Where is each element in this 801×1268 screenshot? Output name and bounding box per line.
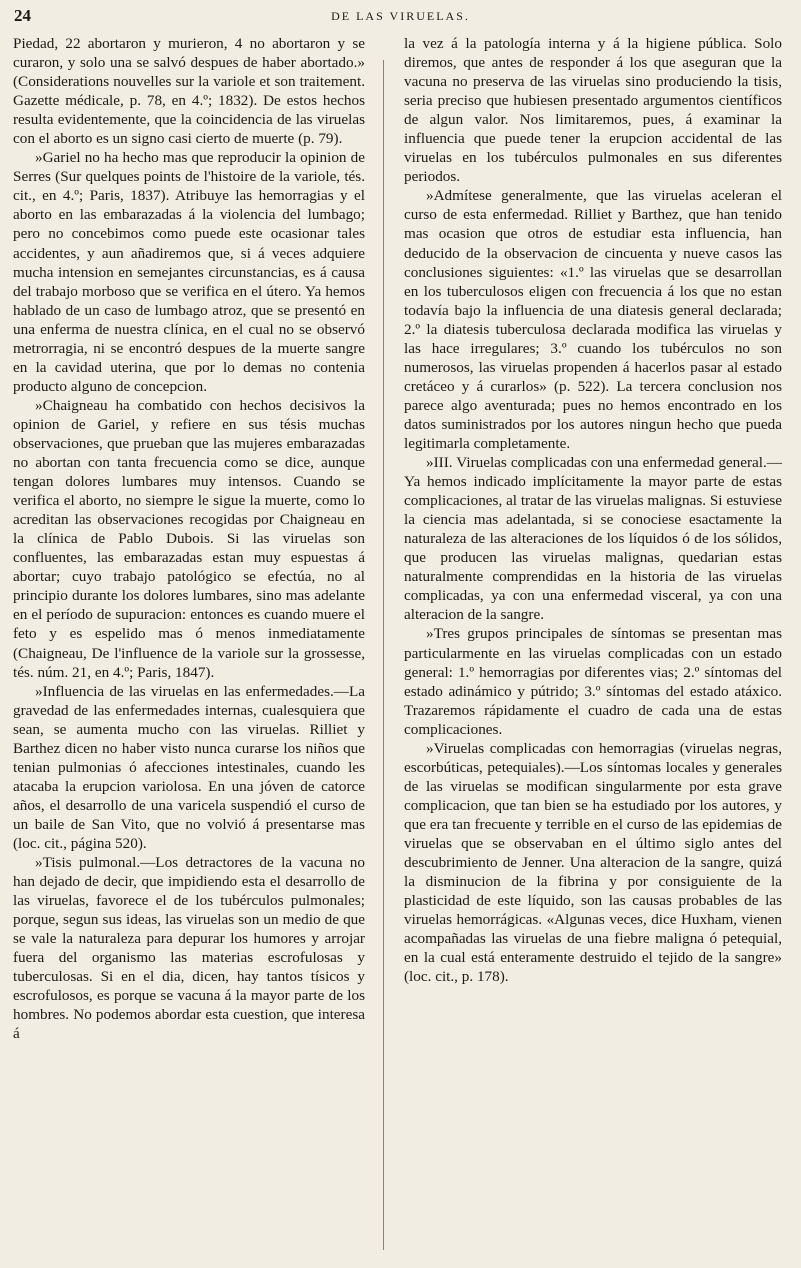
page-header bbox=[14, 6, 787, 30]
paragraph: »Tisis pulmonal.—Los detractores de la vacuna no han dejado de decir, que impidiendo esta el desarrollo de las viruelas, favorece el de los tubérculos pulmonales; porque, segun sus ideas, las viruelas son un medio de que se vale la naturaleza para depurar los humores y arrojar fuera del organismo las materias escrofulosas y tuberculosas. Si en el dia, dicen, hay tantos tísicos y escrofulosos, es porque se vacuna á la mayor parte de los hombres. No podemos abordar esta cuestion, que interesa á bbox=[13, 854, 365, 1043]
paragraph: »Gariel no ha hecho mas que reproducir la opinion de Serres (Sur quelques points de l'histoire de la variole, tés. cit., en 4.º; Paris, 1837). Atribuye las hemorragias y el aborto en las embarazadas á la violencia del lumbago; pero no concebimos como puede este ocasionar tales accidentes, y aun añadiremos que, si á veces adquiere mucha intension en semejantes circunstancias, es á causa del trabajo morboso que se verifica en el útero. Ya hemos hablado de un caso de lumbago atroz, que se presentó en una enferma de nuestra clínica, en el cual no se observó metrorragia, ni se encontró despues de la muerte sangre en la cavidad uterina, que por lo demas no contenia producto alguno de concepcion. bbox=[13, 149, 365, 395]
paragraph: »Viruelas complicadas con hemorragias (viruelas negras, escorbúticas, petequiales).—Los síntomas locales y generales de las viruelas se modifican singularmente por esta grave complicacion, que tan bien se ha estudiado por los autores, y que era tan frecuente y terrible en el curso de las epidemias de viruelas que se observaban en el último siglo antes del descubrimiento de Jenner. Una alteracion de la sangre, quizá la disminucion de la fibrina y por consiguiente de la plasticidad de este líquido, son las causas probables de las viruelas hemorrágicas. «Algunas veces, dice Huxham, vienen acompañadas las viruelas de una fiebre maligna ó petequial, en la cual está enteramente destruido el tejido de la sangre» (loc. cit., p. 178). bbox=[404, 739, 782, 986]
paragraph: »Admítese generalmente, que las viruelas aceleran el curso de esta enfermedad. Rilliet y Barthez, que han tenido mas ocasion que otros de estudiar esta influencia, han deducido de la observacion de cincuenta y nueve casos las conclusiones siguientes: «1.º las viruelas que se desarrollan en los tuberculosos eligen con frecuencia á los que no estan todavía bajo la influencia de una diatesis general declarada; 2.º la diatesis tuberculosa declarada modifica las viruelas y las hace irregulares; 3.º cuando los tubérculos no son numerosos, las viruelas propenden á hacerlos pasar al estado cretáceo y á curarlos» (p. 522). La tercera conclusion nos parece algo aventurada; pues no hemos encontrado en los datos suministrados por los autores ningun hecho que pueda legitimarla completamente. bbox=[404, 187, 782, 452]
paragraph: »Tres grupos principales de síntomas se presentan mas particularmente en las viruelas complicadas con un estado general: 1.º hemorragias por diferentes vias; 2.º síntomas del estado adinámico y pútrido; 3.º síntomas del estado atáxico. Trazaremos rápidamente el cuadro de cada una de estas complicaciones. bbox=[404, 625, 782, 738]
paragraph: la vez á la patología interna y á la higiene pública. Solo diremos, que antes de responder á los que aseguran que la vacuna no preserva de las viruelas sino produciendo la tisis, seria preciso que hubiesen presentado argumentos científicos de algun valor. Nos limitaremos, pues, á examinar la influencia que puede tener la erupcion accidental de las viruelas en los tubérculos pulmonales en sus diferentes periodos. bbox=[404, 35, 782, 186]
page-number: 24 bbox=[14, 6, 31, 25]
left-column bbox=[13, 34, 365, 1043]
right-column bbox=[404, 34, 782, 986]
paragraph: »Chaigneau ha combatido con hechos decisivos la opinion de Gariel, y refiere en sus tésis muchas observaciones, que prueban que las mujeres embarazadas no abortan con tanta frecuencia como se dice, aunque tengan dolores lumbares muy intensos. Cuando se verifica el aborto, no siempre le sigue la muerte, como lo acreditan las observaciones recogidas por Chaigneau en la clínica de Pablo Dubois. Si las viruelas son confluentes, las embarazadas estan muy espuestas á abortar; cuyo trabajo patológico se efectúa, no al principio durante los dolores lumbares, sino mas adelante en el período de supuracion: entonces es cuando muere el feto y es espelido mas ó menos inmediatamente (Chaigneau, De l'influence de la variole sur la grossesse, tés. núm. 21, en 4.º; Paris, 1847). bbox=[13, 396, 365, 681]
running-title: DE LAS VIRUELAS. bbox=[331, 9, 470, 23]
paragraph: »Influencia de las viruelas en las enfermedades.—La gravedad de las enfermedades internas, cualesquiera que sean, se aumenta mucho con las viruelas. Rilliet y Barthez dicen no haber visto nunca curarse los niños que tenian pulmonias ó afecciones intestinales, cuando les atacaba la erupcion variolosa. En una jóven de catorce años, el desarrollo de una varicela suspendió el curso de un baile de San Vito, que no volvió á presentarse mas (loc. cit., página 520). bbox=[13, 682, 365, 852]
column-divider bbox=[383, 60, 384, 1250]
paragraph: »III. Viruelas complicadas con una enfermedad general.—Ya hemos indicado implícitamente la mayor parte de estas complicaciones, al tratar de las viruelas malignas. Si estuviese la ciencia mas adelantada, si se conociese esactamente la naturaleza de las alteraciones de los líquidos ó de los sólidos, que producen las viruelas malignas, quedarian estas naturalmente comprendidas en la historia de las viruelas complicadas, ya con una enfermedad visceral, ya con una alteracion de la sangre. bbox=[404, 454, 782, 624]
paragraph: Piedad, 22 abortaron y murieron, 4 no abortaron y se curaron, y solo una se salvó despues de haber abortado.» (Considerations nouvelles sur la variole et son traitement. Gazette médicale, p. 78, en 4.º; 1832). De estos hechos resulta evidentemente, que la coincidencia de las viruelas con el aborto es un signo casi cierto de muerte (p. 79). bbox=[13, 35, 365, 148]
